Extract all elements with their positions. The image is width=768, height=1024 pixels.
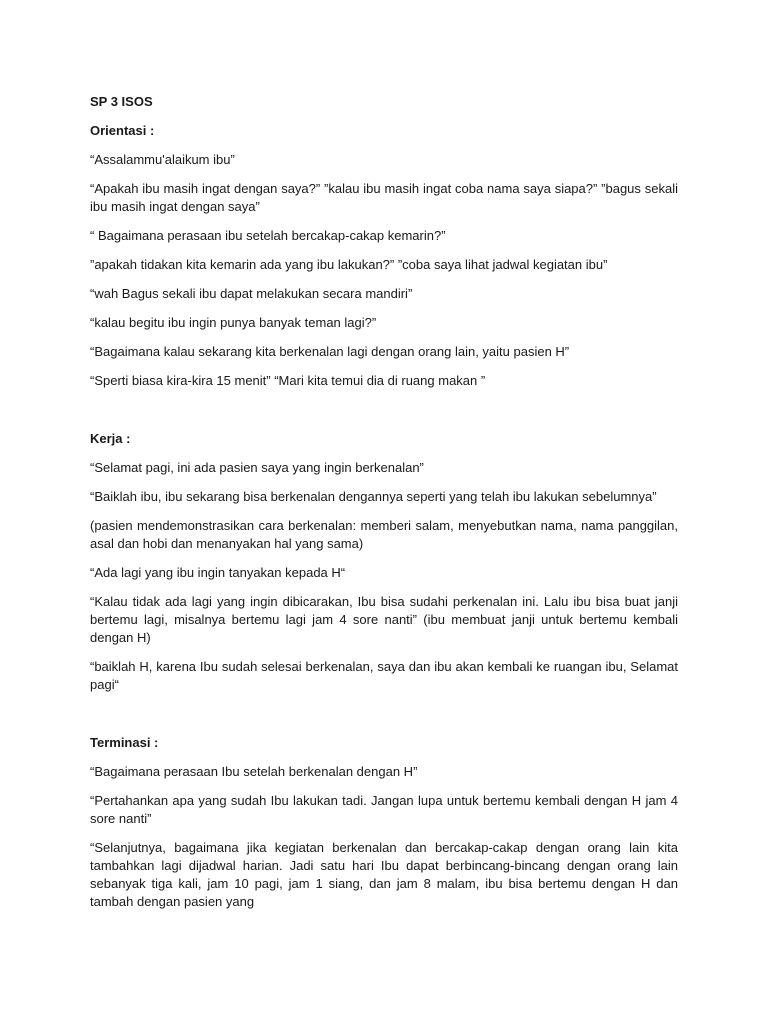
paragraph: “Baiklah ibu, ibu sekarang bisa berkenalan dengannya seperti yang telah ibu lakukan sebelumnya” (90, 489, 657, 504)
document-title: SP 3 ISOS (90, 94, 153, 109)
paragraph: “Ada lagi yang ibu ingin tanyakan kepada H“ (90, 565, 346, 580)
paragraph: “kalau begitu ibu ingin punya banyak teman lagi?” (90, 315, 377, 330)
section-kerja (90, 430, 678, 694)
section-spacer (90, 401, 678, 430)
section-heading-kerja: Kerja : (90, 431, 131, 446)
paragraph: “Bagaimana kalau sekarang kita berkenalan lagi dengan orang lain, yaitu pasien H” (90, 344, 570, 359)
paragraph: ”apakah tidakan kita kemarin ada yang ibu lakukan?” ”coba saya lihat jadwal kegiatan ibu” (90, 257, 608, 272)
paragraph: “Pertahankan apa yang sudah Ibu lakukan tadi. Jangan lupa untuk bertemu kembali dengan H jam 4 sore nanti” (90, 793, 678, 826)
paragraph: “Kalau tidak ada lagi yang ingin dibicarakan, Ibu bisa sudahi perkenalan ini. Lalu ibu bisa buat janji bertemu lagi, misalnya bertemu lagi jam 4 sore nanti” (ibu membuat janji untuk bertemu kembali dengan H) (90, 594, 678, 645)
paragraph: “Bagaimana perasaan Ibu setelah berkenalan dengan H” (90, 764, 418, 779)
section-orientasi (90, 122, 678, 390)
paragraph: “baiklah H, karena Ibu sudah selesai berkenalan, saya dan ibu akan kembali ke ruangan ibu, Selamat pagi“ (90, 659, 678, 692)
paragraph: “Selanjutnya, bagaimana jika kegiatan berkenalan dan bercakap-cakap dengan orang lain kita tambahkan lagi dijadwal harian. Jadi satu hari Ibu dapat berbincang-bincang dengan orang lain sebanyak tiga kali, jam 10 pagi, jam 1 siang, dan jam 8 malam, ibu bisa bertemu dengan H dan tambah dengan pasien yang (90, 840, 678, 909)
paragraph: “Sperti biasa kira-kira 15 menit” “Mari kita temui dia di ruang makan ” (90, 373, 486, 388)
section-heading-terminasi: Terminasi : (90, 735, 159, 750)
paragraph: (pasien mendemonstrasikan cara berkenalan: memberi salam, menyebutkan nama, nama panggilan, asal dan hobi dan menanyakan hal yang sama) (90, 518, 678, 551)
paragraph: “Apakah ibu masih ingat dengan saya?” ”kalau ibu masih ingat coba nama saya siapa?” ”bagus sekali ibu masih ingat dengan saya” (90, 181, 678, 214)
document-page (90, 93, 678, 922)
paragraph: “wah Bagus sekali ibu dapat melakukan secara mandiri” (90, 286, 413, 301)
paragraph: “Selamat pagi, ini ada pasien saya yang ingin berkenalan” (90, 460, 424, 475)
section-terminasi (90, 734, 678, 911)
section-spacer (90, 705, 678, 734)
paragraph: “Assalammu'alaikum ibu” (90, 152, 235, 167)
section-heading-orientasi: Orientasi : (90, 123, 155, 138)
paragraph: “ Bagaimana perasaan ibu setelah bercakap-cakap kemarin?” (90, 228, 446, 243)
